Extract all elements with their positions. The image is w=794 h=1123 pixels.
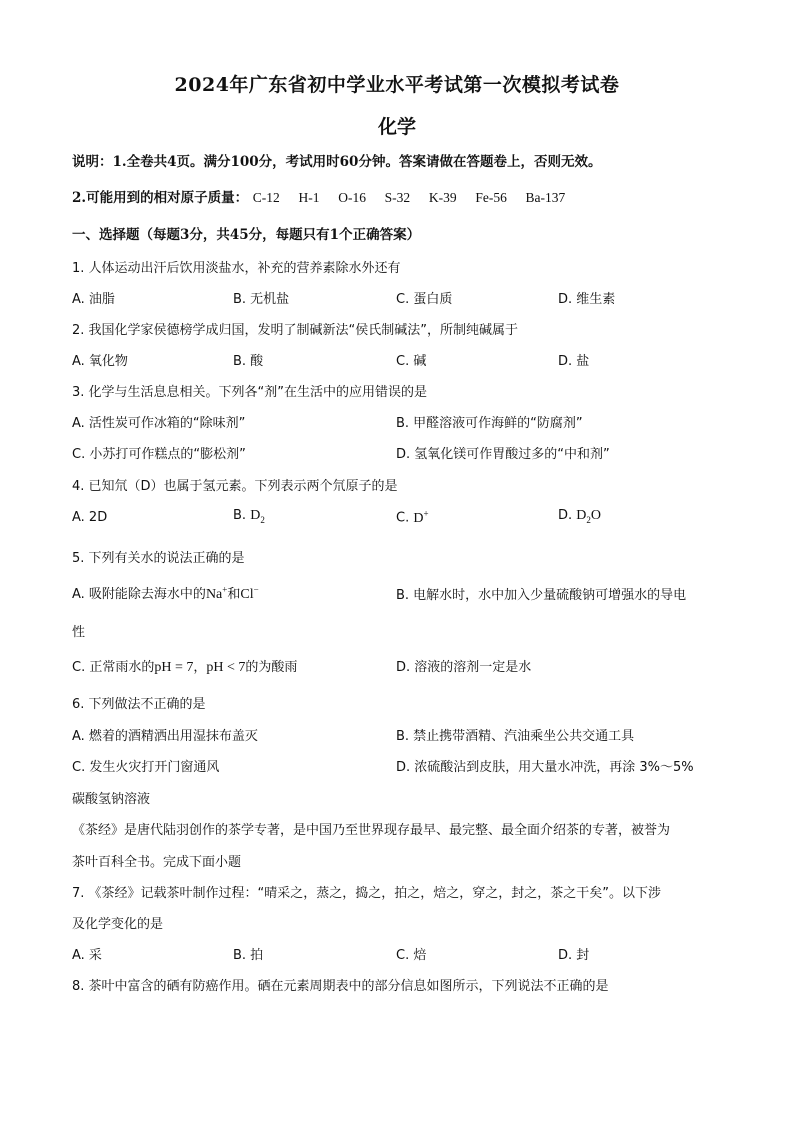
option-b-label: B.	[233, 508, 247, 523]
section-heading: 一、选择题（每题3分，共45分，每题只有1个正确答案）	[72, 227, 421, 243]
question-2-option-d: D. 盐	[558, 354, 590, 369]
atomic-mass-label: 2.可能用到的相对原子质量：	[72, 190, 249, 206]
option-c-comma: ，	[193, 660, 207, 675]
exam-subject: 化学	[377, 116, 416, 138]
question-4-stem: 4. 已知氘（D）也属于氢元素。下列表示两个氘原子的是	[72, 479, 398, 494]
question-7-stem-1: 7. 《茶经》记载茶叶制作过程：“晴采之，蒸之，捣之，拍之，焙之，穿之，封之，茶之干矣”。以下涉	[72, 886, 662, 901]
formula-na-ion	[205, 584, 228, 602]
atomic-mass-ba: Ba-137	[525, 190, 566, 205]
question-5-option-b: B. 电解水时，水中加入少量硫酸钠可增强水的导电	[396, 588, 687, 603]
instructions-line-1: 说明：1.全卷共4页。满分100分，考试用时60分钟。答案请做在答题卷上，否则无效。	[72, 154, 602, 170]
formula-d2o	[576, 508, 601, 523]
atomic-mass-c: C-12	[252, 190, 280, 205]
option-a-text: A. 吸附能除去海水中的	[72, 587, 206, 602]
question-2-option-a: A. 氧化物	[72, 354, 128, 369]
option-d-label: D.	[558, 508, 573, 523]
atomic-mass-s: S-32	[384, 190, 411, 205]
question-2-option-b: B. 酸	[233, 354, 264, 369]
question-7-option-d: D. 封	[558, 948, 590, 963]
question-3-option-c: C. 小苏打可作糕点的“膨松剂”	[72, 447, 246, 462]
question-4-option-b	[233, 508, 265, 525]
question-8-stem: 8. 茶叶中富含的硒有防癌作用。硒在元素周期表中的部分信息如图所示，下列说法不正确的是	[72, 979, 609, 994]
question-5-option-d: D. 溶液的溶剂一定是水	[396, 660, 532, 675]
question-6-option-c: C. 发生火灾打开门窗通风	[72, 760, 220, 775]
question-7-option-b: B. 拍	[233, 948, 264, 963]
formula-d: D	[250, 508, 261, 523]
formula-ph-lt-7: pH < 7	[206, 660, 246, 675]
question-1-option-b: B. 无机盐	[233, 292, 290, 307]
question-6-option-d: D. 浓硫酸沾到皮肤，用大量水冲洗，再涂 3%～5%	[396, 760, 694, 775]
formula-d2	[250, 508, 265, 523]
question-6-option-b: B. 禁止携带酒精、汽油乘坐公共交通工具	[396, 729, 635, 744]
formula-d: D	[413, 510, 424, 526]
question-5-option-b-continued: 性	[72, 625, 86, 640]
option-a-conj: 和	[227, 587, 241, 602]
question-7-stem-2: 及化学变化的是	[72, 917, 164, 932]
option-c-tail: 的为酸雨	[245, 660, 298, 675]
question-1-stem: 1. 人体运动出汗后饮用淡盐水，补充的营养素除水外还有	[72, 261, 401, 276]
question-2-stem: 2. 我国化学家侯德榜学成归国，发明了制碱新法“侯氏制碱法”，所制纯碱属于	[72, 323, 519, 338]
question-1-option-c: C. 蛋白质	[396, 292, 453, 307]
question-6-stem: 6. 下列做法不正确的是	[72, 697, 206, 712]
formula-subscript: 2	[586, 514, 591, 525]
passage-line-2: 茶叶百科全书。完成下面小题	[72, 855, 242, 870]
option-c-text: C. 正常雨水的	[72, 660, 155, 675]
formula-d-plus	[413, 508, 429, 526]
formula-na: Na	[205, 587, 223, 602]
question-7-option-c: C. 焙	[396, 948, 427, 963]
exam-title: 2024年广东省初中学业水平考试第一次模拟考试卷	[174, 74, 620, 96]
formula-ph-7: pH = 7	[154, 660, 194, 675]
formula-superscript: −	[253, 584, 259, 595]
question-3-option-d: D. 氢氧化镁可作胃酸过多的“中和剂”	[396, 447, 610, 462]
question-4-option-a: A. 2D	[72, 510, 108, 525]
option-c-label: C.	[396, 510, 410, 526]
question-6-option-a: A. 燃着的酒精洒出用湿抹布盖灭	[72, 729, 258, 744]
instructions-line-2	[72, 186, 579, 206]
question-3-option-a: A. 活性炭可作冰箱的“除味剂”	[72, 416, 246, 431]
question-6-option-d-continued: 碳酸氢钠溶液	[72, 792, 151, 807]
atomic-mass-o: O-16	[338, 190, 366, 205]
question-5-option-c	[72, 656, 297, 676]
formula-d: D	[576, 508, 587, 523]
question-4-option-d	[558, 508, 601, 525]
formula-cl-ion	[240, 584, 259, 602]
question-2-option-c: C. 碱	[396, 354, 427, 369]
formula-o: O	[590, 508, 602, 523]
formula-cl: Cl	[240, 587, 254, 602]
question-5-option-a	[72, 583, 259, 603]
formula-subscript: 2	[260, 514, 265, 525]
passage-line-1: 《茶经》是唐代陆羽创作的茶学专著，是中国乃至世界现存最早、最完整、最全面介绍茶的专著，被誉为	[72, 823, 671, 838]
question-3-option-b: B. 甲醛溶液可作海鲜的“防腐剂”	[396, 416, 583, 431]
question-1-option-d: D. 维生素	[558, 292, 616, 307]
atomic-mass-fe: Fe-56	[475, 190, 507, 205]
atomic-mass-k: K-39	[428, 190, 457, 205]
question-3-stem: 3. 化学与生活息息相关。下列各“剂”在生活中的应用错误的是	[72, 385, 428, 400]
atomic-mass-h: H-1	[298, 190, 320, 205]
formula-superscript: +	[222, 584, 228, 595]
question-4-option-c	[396, 508, 429, 527]
formula-superscript: +	[423, 508, 429, 518]
question-7-option-a: A. 采	[72, 948, 102, 963]
question-5-stem: 5. 下列有关水的说法正确的是	[72, 551, 245, 566]
question-1-option-a: A. 油脂	[72, 292, 115, 307]
